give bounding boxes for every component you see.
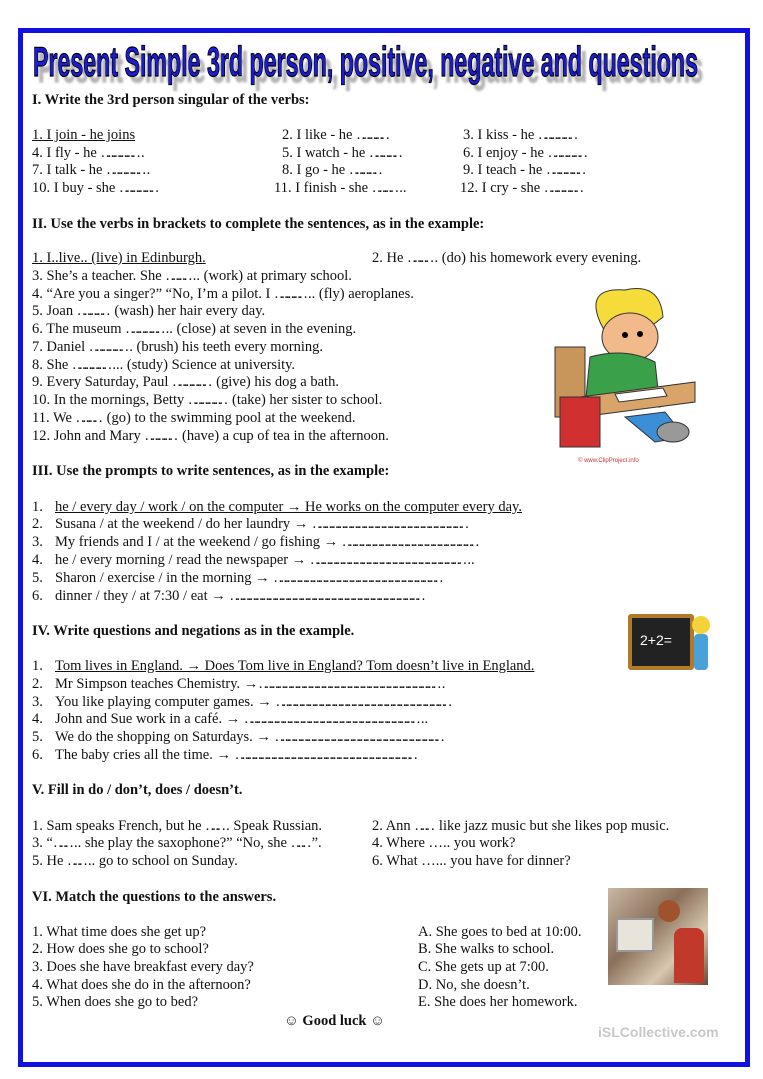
dotted-leader: … xyxy=(421,853,428,869)
item-number: 1. xyxy=(32,499,43,515)
item-number: 4. xyxy=(32,711,43,727)
dotted-leader: ………… xyxy=(76,303,103,319)
exercise-item: 1. I..live.. (live) in Edinburgh. xyxy=(32,250,206,266)
dotted-leader: …… xyxy=(67,853,81,869)
dotted-leader: …………… xyxy=(537,127,571,143)
exercise-item: 8. She …………… ... (study) Science at university. xyxy=(32,357,296,373)
exercise-item: Tom lives in England. → Does Tom live in England? Tom doesn’t live in England. xyxy=(55,658,535,674)
dotted-leader: … xyxy=(428,835,435,851)
exercise-item: Susana / at the weekend / do her laundry → …………………………………………………………… xyxy=(55,516,469,533)
dotted-leader: …… xyxy=(52,835,66,851)
dotted-leader: …… xyxy=(205,818,219,834)
answer-item: A. She goes to bed at 10:00. xyxy=(418,924,582,940)
dotted-leader: …………… xyxy=(172,374,205,390)
dotted-leader: …………… xyxy=(187,392,221,408)
item-number: 6. xyxy=(32,588,43,604)
exercise-item: 4. Where … .. you work? xyxy=(372,835,516,851)
exercise-item: 2. Ann …… like jazz music but she likes pop music. xyxy=(372,818,670,834)
teacher-head xyxy=(692,616,710,634)
person-head xyxy=(658,900,680,922)
dotted-leader: ………………………………………………………………… xyxy=(273,570,436,586)
exercise-item: 12. John and Mary ………… (have) a cup of tea in the afternoon. xyxy=(32,428,389,444)
dotted-leader: …… xyxy=(290,835,304,851)
item-number: 2. xyxy=(32,516,43,532)
dotted-leader: ………… xyxy=(348,162,375,178)
dotted-leader: …………… xyxy=(545,162,579,178)
clipart-credit: © www.ClipProject.info xyxy=(578,458,639,464)
section-4-heading: IV. Write questions and negations as in the example. xyxy=(32,623,355,639)
exercise-item: 3. “…… .. she play the saxophone?” “No, she …… ”. xyxy=(32,835,322,851)
dotted-leader: ………………………………………………………………… xyxy=(274,729,438,745)
blackboard-text: 2+2= xyxy=(640,632,672,648)
item-number: 1. xyxy=(32,658,43,674)
exercise-item: 4. I fly - he …………… . xyxy=(32,145,145,161)
dotted-leader: …………… xyxy=(106,162,139,178)
dotted-leader: ……………………………………………………………………… xyxy=(258,676,434,692)
dotted-leader: …………………………………………………………… xyxy=(309,552,460,568)
dotted-leader: …………………………………………………………… xyxy=(311,516,462,532)
exercise-item: 7. I talk - he …………… . xyxy=(32,162,151,178)
teacher-blackboard-illustration xyxy=(628,612,716,684)
item-number: 5. xyxy=(32,729,43,745)
dotted-leader: ……………………………………………………………………… xyxy=(234,747,411,763)
dotted-leader: …… xyxy=(414,818,428,834)
computer-monitor xyxy=(616,918,654,952)
dotted-leader: …………………………………………………… xyxy=(341,534,472,550)
section-5-heading: V. Fill in do / don’t, does / doesn’t. xyxy=(32,782,243,798)
exercise-item: 3. She’s a teacher. She ……… .. (work) at primary school. xyxy=(32,268,352,284)
exercise-item: Sharon / exercise / in the morning → ………………………………………………………………… xyxy=(55,570,444,587)
section-1-heading: I. Write the 3rd person singular of the verbs: xyxy=(32,92,310,108)
exercise-item: You like playing computer games. → …………………………………………………………………… xyxy=(55,694,452,711)
item-number: 2. xyxy=(32,676,43,692)
exercise-item: he / every day / work / on the computer → He works on the computer every day. xyxy=(55,499,522,515)
exercise-item: 2. I like - he ………… xyxy=(282,127,390,144)
answer-item: E. She does her homework. xyxy=(418,994,578,1010)
exercise-item: 1. I join - he joins xyxy=(32,127,136,143)
item-number: 4. xyxy=(32,552,43,568)
answer-item: D. No, she doesn’t. xyxy=(418,977,530,993)
exercise-item: John and Sue work in a café. → …………………………………………………………………… .. xyxy=(55,711,429,727)
exercise-item: The baby cries all the time. → ……………………………………………………………………… xyxy=(55,747,418,764)
answer-item: B. She walks to school. xyxy=(418,941,555,957)
dotted-leader: ………… xyxy=(273,286,300,302)
exercise-item: 12. I cry - she …………… xyxy=(460,180,584,197)
item-number: 3. xyxy=(32,694,43,710)
dotted-leader: …………… xyxy=(125,321,158,337)
dotted-leader: ……… xyxy=(75,410,96,426)
exercise-item: 9. Every Saturday, Paul …………… (give) his dog a bath. xyxy=(32,374,339,390)
dotted-leader: ………… xyxy=(368,145,395,161)
dotted-leader: ……… xyxy=(371,180,392,196)
question-item: 5. When does she go to bed? xyxy=(32,994,199,1010)
exercise-item: dinner / they / at 7:30 / eat → …………………………………………………………………………… xyxy=(55,588,426,605)
exercise-item: 10. I buy - she …………… xyxy=(32,180,160,197)
item-number: 6. xyxy=(32,747,43,763)
exercise-item: 5. He …… .. go to school on Sunday. xyxy=(32,853,238,869)
worksheet-title xyxy=(28,36,718,94)
question-item: 3. Does she have breakfast every day? xyxy=(32,959,254,975)
exercise-item: 4. “Are you a singer?” “No, I’m a pilot. I ………… .. (fly) aeroplanes. xyxy=(32,286,414,302)
exercise-item: 11. We ……… (go) to the swimming pool at the weekend. xyxy=(32,410,356,426)
exercise-item: Mr Simpson teaches Chemistry. →……………………………………………………………………… . xyxy=(55,676,446,692)
exercise-item: 6. The museum …………… .. (close) at seven in the evening. xyxy=(32,321,357,337)
exercise-item: 5. I watch - he ………… xyxy=(282,145,403,162)
dotted-leader: ……… xyxy=(407,250,427,266)
item-number: 3. xyxy=(32,534,43,550)
exercise-item: 11. I finish - she ……… .. xyxy=(274,180,407,196)
person-body xyxy=(674,928,704,983)
good-luck-text: ☺ Good luck ☺ xyxy=(284,1013,385,1029)
dotted-leader: …………… xyxy=(543,180,577,196)
dotted-leader: …………………………………………………………………………… xyxy=(229,588,418,604)
dotted-leader: …………………………………………………………………… xyxy=(275,694,445,710)
dotted-leader: …………… xyxy=(100,145,133,161)
exercise-item: My friends and I / at the weekend / go fishing → …………………………………………………… xyxy=(55,534,480,551)
boy-at-desk-illustration xyxy=(545,282,710,457)
dotted-leader: …………… xyxy=(88,339,122,355)
exercise-item: 9. I teach - he …………… xyxy=(463,162,586,179)
children-computer-photo xyxy=(608,888,708,985)
section-2-heading: II. Use the verbs in brackets to complete the sentences, as in the example: xyxy=(32,216,485,232)
dotted-leader: …………… xyxy=(547,145,581,161)
dotted-leader: ………… xyxy=(356,127,383,143)
dotted-leader: ……… xyxy=(165,268,185,284)
exercise-item: 6. I enjoy - he …………… xyxy=(463,145,588,162)
dotted-leader: …………… xyxy=(119,180,152,196)
exercise-item: 5. Joan ………… (wash) her hair every day. xyxy=(32,303,266,319)
question-item: 4. What does she do in the afternoon? xyxy=(32,977,251,993)
teacher-body xyxy=(694,634,708,670)
exercise-item: 1. Sam speaks French, but he …… . Speak Russian. xyxy=(32,818,323,834)
question-item: 2. How does she go to school? xyxy=(32,941,209,957)
exercise-item: he / every morning / read the newspaper → …………………………………………………………… .. xyxy=(55,552,475,568)
exercise-item: We do the shopping on Saturdays. → ………………………………………………………………… xyxy=(55,729,445,746)
dotted-leader: …………… xyxy=(71,357,105,373)
exercise-item: 6. What … ... you have for dinner? xyxy=(372,853,571,869)
answer-item: C. She gets up at 7:00. xyxy=(418,959,549,975)
title-text: Present Simple 3rd person, positive, negative and questions xyxy=(33,38,698,85)
section-3-heading: III. Use the prompts to write sentences, as in the example: xyxy=(32,463,390,479)
dotted-leader: …………………………………………………………………… xyxy=(243,711,413,727)
watermark: iSLCollective.com xyxy=(598,1024,719,1040)
exercise-item: 8. I go - he ………… xyxy=(282,162,383,179)
exercise-item: 2. He ……… . (do) his homework every evening. xyxy=(372,250,642,266)
exercise-item: 3. I kiss - he …………… xyxy=(463,127,578,144)
blackboard xyxy=(628,614,694,670)
section-6-heading: VI. Match the questions to the answers. xyxy=(32,889,277,905)
exercise-item: 10. In the mornings, Betty …………… (take) her sister to school. xyxy=(32,392,383,408)
exercise-item: 7. Daniel …………… . (brush) his teeth every morning. xyxy=(32,339,323,355)
item-number: 5. xyxy=(32,570,43,586)
question-item: 1. What time does she get up? xyxy=(32,924,207,940)
dotted-leader: ………… xyxy=(144,428,171,444)
